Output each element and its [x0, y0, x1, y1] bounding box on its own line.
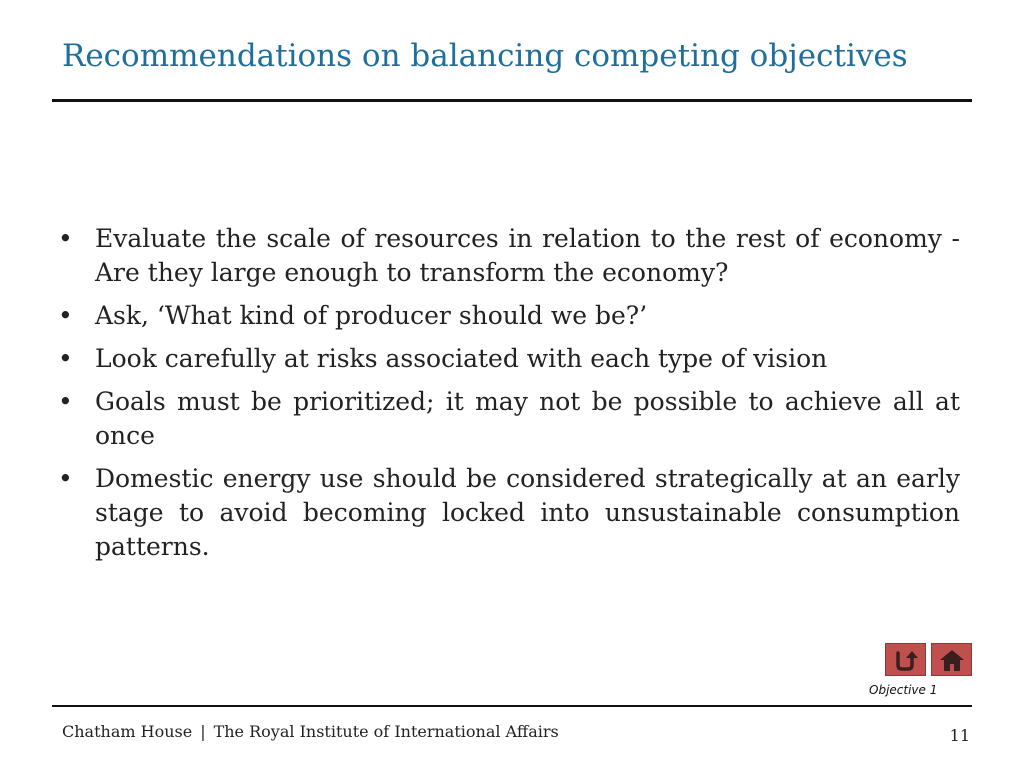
bullet-marker: • — [58, 344, 73, 373]
objective-caption: Objective 1 — [869, 683, 938, 697]
bullet-marker: • — [58, 224, 73, 253]
bullet-marker: • — [58, 387, 73, 416]
bullet-item — [58, 299, 960, 333]
bullet-text: Evaluate the scale of resources in relation to the rest of economy - Are they large enough to transform the economy? — [95, 224, 960, 287]
title-divider — [52, 99, 972, 102]
footer-tagline: The Royal Institute of International Affairs — [213, 722, 559, 741]
slide-title: Recommendations on balancing competing objectives — [62, 38, 908, 74]
footer-divider — [52, 705, 972, 707]
bullet-item — [58, 222, 960, 290]
back-button[interactable] — [885, 643, 926, 676]
bullet-item — [58, 342, 960, 376]
bullet-text: Look carefully at risks associated with each type of vision — [95, 344, 828, 373]
bullet-item — [58, 385, 960, 453]
home-icon — [938, 647, 966, 673]
page-number: 11 — [949, 726, 970, 745]
home-button[interactable] — [931, 643, 972, 676]
return-arrow-icon — [892, 647, 920, 673]
bullet-text: Ask, ‘What kind of producer should we be?’ — [95, 301, 648, 330]
bullet-item — [58, 462, 960, 564]
footer-org: Chatham House — [62, 722, 193, 741]
bullet-text: Domestic energy use should be considered strategically at an early stage to avoid becoming locked into unsustainable consumption patterns. — [95, 464, 960, 561]
footer-separator: | — [200, 722, 206, 741]
bullet-text: Goals must be prioritized; it may not be possible to achieve all at once — [95, 387, 960, 450]
footer-text — [62, 722, 559, 741]
bullet-marker: • — [58, 301, 73, 330]
bullet-marker: • — [58, 464, 73, 493]
bullet-list — [58, 222, 960, 573]
